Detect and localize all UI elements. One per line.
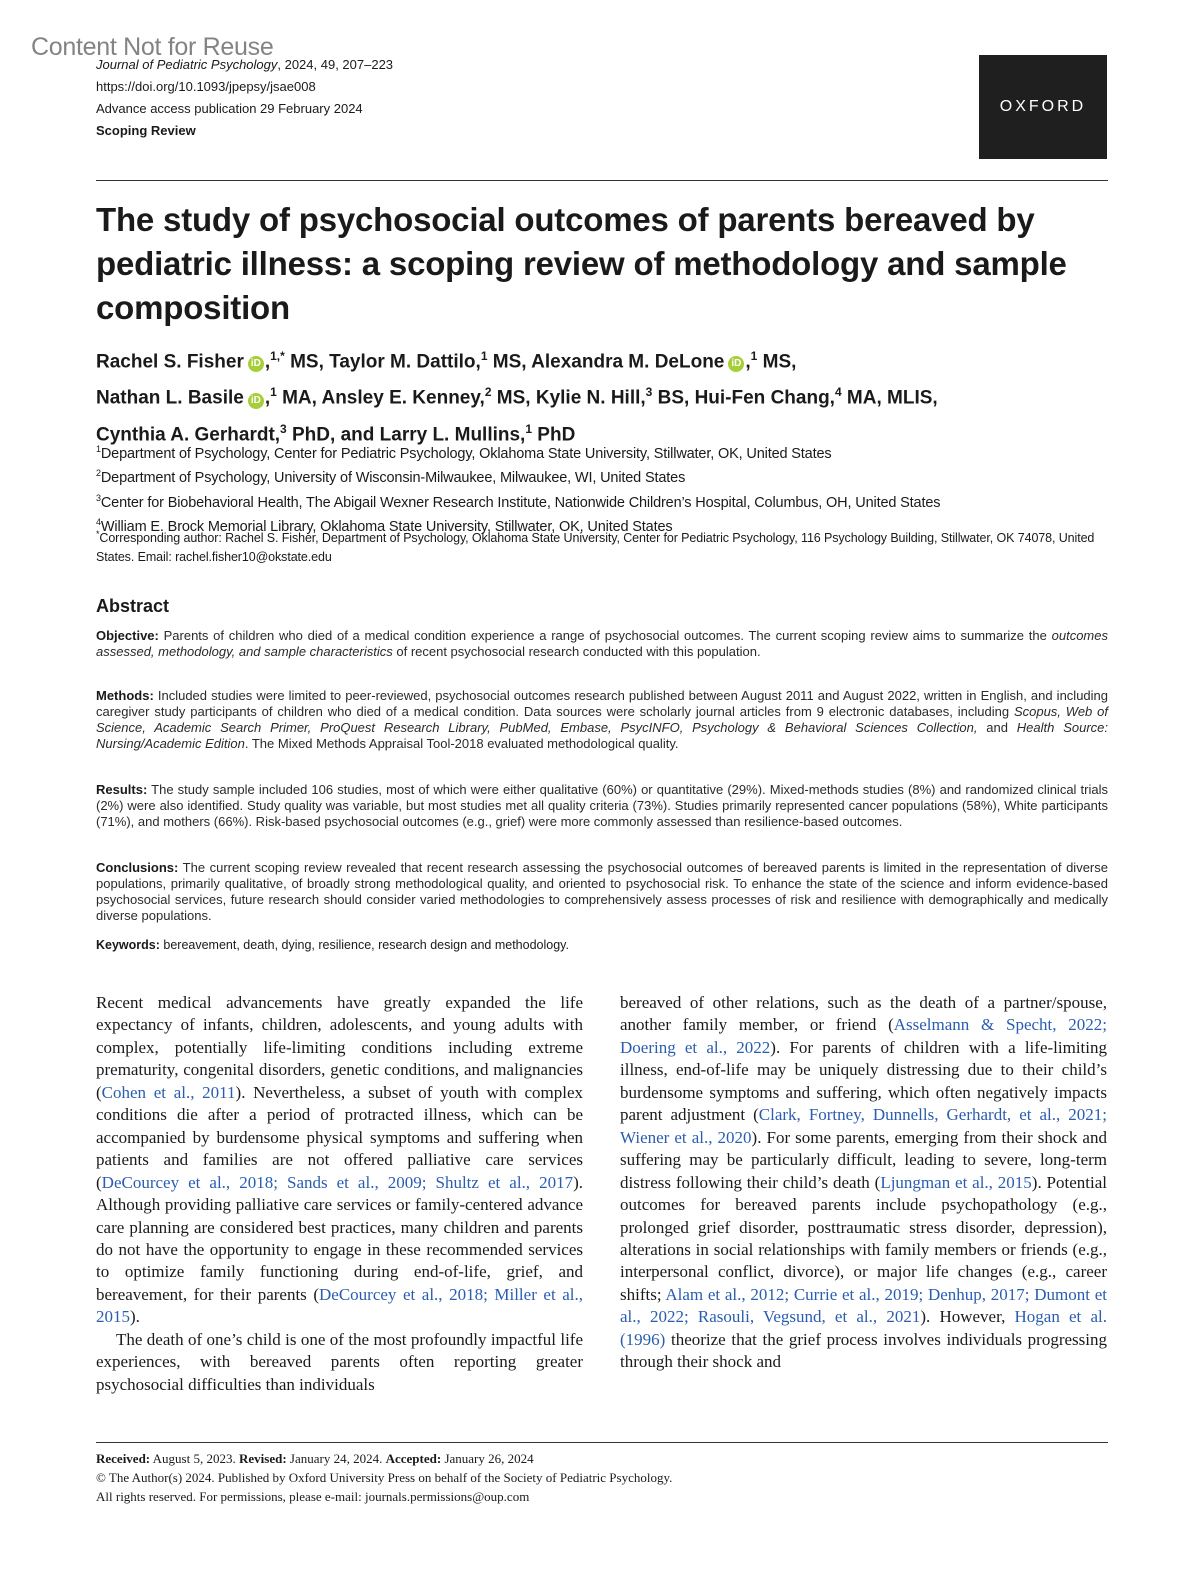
orcid-icon[interactable]: iD	[248, 393, 264, 409]
author-name: Alexandra M. DeLone	[531, 351, 725, 373]
author-name: Cynthia A. Gerhardt,	[96, 423, 281, 445]
citation-link[interactable]: Hogan et al. (1996)	[620, 1307, 1107, 1349]
doi-link[interactable]: https://doi.org/10.1093/jpepsy/jsae008	[96, 79, 316, 94]
affiliations	[96, 440, 1108, 537]
journal-details: , 2024, 49, 207–223	[277, 57, 394, 72]
citation-link[interactable]: Clark, Fortney, Dunnells, Gerhardt, et al., 2021	[758, 1105, 1103, 1125]
citation-link[interactable]: Cohen et al., 2011	[101, 1082, 236, 1102]
footer-divider	[96, 1442, 1108, 1443]
advance-access: Advance access publication 29 February 2024	[96, 101, 363, 116]
citation-link[interactable]: Doering et al., 2022	[620, 1037, 771, 1057]
body-column-left	[96, 992, 583, 1396]
article-dates: Received: August 5, 2023. Revised: January 24, 2024. Accepted: January 26, 2024	[96, 1451, 534, 1466]
rights-notice: All rights reserved. For permissions, please e-mail: journals.permissions@oup.com	[96, 1489, 530, 1504]
orcid-icon[interactable]: iD	[728, 356, 744, 372]
citation-link[interactable]: Sands et al., 2009	[286, 1172, 422, 1192]
author-degree: MS,	[487, 351, 527, 373]
author-name: Nathan L. Basile	[96, 387, 244, 409]
author-degree: PhD, and	[286, 423, 375, 445]
author-degree: MS,	[284, 351, 324, 373]
journal-name: Journal of Pediatric Psychology	[96, 57, 278, 72]
author-sup: 1,*	[270, 349, 285, 363]
body-paragraph: The death of one’s child is one of the most profoundly impactful life experiences, with bereaved parents often reporting greater psychosocial difficulties than individuals	[96, 1329, 583, 1394]
citation-link[interactable]: Asselmann & Specht, 2022	[893, 1015, 1103, 1035]
author-sup: 1	[270, 385, 277, 400]
author-degree: MA, MLIS,	[841, 387, 938, 409]
journal-header	[96, 54, 393, 142]
orcid-icon[interactable]: iD	[248, 356, 264, 372]
body-paragraph: bereaved of other relations, such as the death of a partner/spouse, another family member, or friend (Asselmann & Specht, 2022; Doering et al., 2022). For parents of children with a life-limiting illness, end-of-life may be uniquely distressing due to their child’s burdensome symptoms and suffering, which often negatively impacts parent adjustment (Clark, Fortney, Dunnells, Gerhardt, et al., 2021; Wiener et al., 2020). For some parents, emerging from their shock and suffering may be particularly difficult, leading to severe, long-term distress following their child’s death (Ljungman et al., 2015). Potential outcomes for bereaved parents include psychopathology (e.g., prolonged grief disorder, posttraumatic stress disorder, depression), alterations in social relationships with family members or friends (e.g., interpersonal conflict, divorce), or major life changes (e.g., career shifts; Alam et al., 2012; Currie et al., 2019; Denhup, 2017; Dumont et al., 2022; Rasouli, Vegsund, et al., 2021). However, Hogan et al. (1996) theorize that the grief process involves individuals progressing through their shock and	[620, 993, 1107, 1372]
citation-link[interactable]: Rasouli, Vegsund, et al., 2021	[697, 1307, 921, 1327]
author-degree: MS,	[757, 351, 797, 373]
citation-link[interactable]: Wiener et al., 2020	[620, 1127, 752, 1147]
article-footer	[96, 1449, 672, 1506]
affiliation: $^4$William E. Brock Memorial Library, Oklahoma State University, Stillwater, OK, United States	[96, 516, 673, 535]
affiliation: $^2$Department of Psychology, University of Wisconsin-Milwaukee, Milwaukee, WI, United States	[96, 468, 686, 487]
article-type: Scoping Review	[96, 123, 196, 138]
abstract-methods: Methods: Included studies were limited to peer-reviewed, psychosocial outcomes research published between August 2011 and August 2022, written in English, and including caregiver study participants of children who died of a medical condition. Data sources were scholarly journal articles from 9 electronic databases, including Scopus, Web of Science, Academic Search Primer, ProQuest Research Library, PubMed, Embase, PsycINFO, Psychology & Behavioral Sciences Collection, and Health Source: Nursing/Academic Edition. The Mixed Methods Appraisal Tool-2018 evaluated methodological quality.	[96, 688, 1108, 751]
keywords: Keywords: bereavement, death, dying, resilience, research design and methodology.	[96, 938, 569, 952]
header-divider	[96, 180, 1108, 181]
article-title: The study of psychosocial outcomes of parents bereaved by pediatric illness: a scoping review of methodology and sample composition	[96, 201, 1067, 326]
author-degree: MA,	[276, 387, 317, 409]
author-degree: MS,	[491, 387, 531, 409]
affiliation: $^3$Center for Biobehavioral Health, The Abigail Wexner Research Institute, Nationwide Children’s Hospital, Columbus, OH, United States	[96, 492, 941, 511]
abstract-heading: Abstract	[96, 596, 170, 616]
citation-link[interactable]: Currie et al., 2019	[793, 1284, 919, 1304]
author-degree: BS,	[652, 387, 690, 409]
citation-link[interactable]: Ljungman et al., 2015	[880, 1172, 1032, 1192]
citation-link[interactable]: DeCourcey et al., 2018	[319, 1284, 484, 1304]
author-name: Ansley E. Kenney,	[321, 387, 485, 409]
author-sup: 1	[750, 349, 758, 363]
citation-link[interactable]: Dumont et al., 2022	[620, 1284, 1107, 1327]
abstract-objective: Objective: Parents of children who died of a medical condition experience a range of psychosocial outcomes. The current scoping review aims to summarize the outcomes assessed, methodology, and sample characteristics of recent psychosocial research conducted with this population.	[96, 628, 1108, 659]
affiliation: $^1$Department of Psychology, Center for Pediatric Psychology, Oklahoma State University, Stillwater, OK, United States	[96, 444, 832, 462]
author-name: Rachel S. Fisher	[96, 351, 244, 373]
author-degree: PhD	[532, 423, 576, 445]
author-sup: 3	[280, 421, 287, 436]
citation-link[interactable]: Miller et al., 2015	[96, 1284, 583, 1327]
author-sup: 4	[834, 385, 842, 400]
copyright-notice: © The Author(s) 2024. Published by Oxford University Press on behalf of the Society of Pediatric Psychology.	[96, 1470, 673, 1485]
citation-link[interactable]: DeCourcey et al., 2018	[101, 1172, 274, 1192]
abstract-conclusions: Conclusions: The current scoping review revealed that recent research assessing the psychosocial outcomes of bereaved parents is limited in the representation of diverse populations, primarily qualitative, of broadly strong methodological quality, and oriented to psychosocial risk. To enhance the state of the science and inform evidence-based psychosocial services, future research should consider varied methodologies to comprehensively assess processes of risk and resilience with demographically and medically diverse populations.	[96, 860, 1108, 923]
abstract-results: Results: The study sample included 106 studies, most of which were either qualitative (60%) or quantitative (29%). Mixed-methods studies (8%) and randomized clinical trials (2%) were also identified. Study quality was variable, but most studies met all quality criteria (73%). Studies primarily represented cancer populations (58%), White participants (71%), and mothers (66%). Risk-based psychosocial outcomes (e.g., grief) were more commonly assessed than resilience-based outcomes.	[96, 782, 1108, 829]
author-sup: 3	[645, 385, 653, 400]
publisher-logo-text: OXFORD	[999, 98, 1087, 115]
author-name: Kylie N. Hill,	[535, 387, 646, 409]
citation-link[interactable]: Alam et al., 2012	[665, 1284, 785, 1304]
author-name: Larry L. Mullins,	[379, 423, 526, 445]
watermark: Content Not for Reuse	[31, 33, 274, 61]
author-sup: 1	[525, 421, 533, 436]
author-name: Taylor M. Dattilo,	[329, 351, 481, 373]
body-column-right	[620, 992, 1107, 1374]
author-list: Rachel S. Fisher iD ,$^{1,*}$ MS, Taylor M. Dattilo,$^1$ MS, Alexandra M. DeLone iD ,$^1$ MS, Nathan L. Basile iD ,$^1$ MA, Ansley E. Kenney,$^2$ MS, Kylie N. Hill,$^3$ BS, Hui-Fen Chang,$^4$ MA, MLIS, Cynthia A. Gerhardt,$^3$ PhD, and Larry L. Mullins,$^1$ PhD	[96, 349, 938, 445]
author-sup: 2	[484, 385, 492, 400]
publisher-logo[interactable]	[979, 55, 1107, 159]
citation-link[interactable]: Denhup, 2017	[927, 1284, 1025, 1304]
author-name: Hui-Fen Chang,	[694, 387, 835, 409]
citation-link[interactable]: Shultz et al., 2017	[435, 1172, 574, 1192]
body-paragraph: Recent medical advancements have greatly expanded the life expectancy of infants, children, adolescents, and young adults with complex, potentially life-limiting conditions including extreme prematurity, congenital disorders, genetic conditions, and malignancies (Cohen et al., 2011). Nevertheless, a subset of youth with complex conditions die after a period of protracted illness, which can be accompanied by burdensome physical symptoms and suffering when patients and families are not offered palliative care services (DeCourcey et al., 2018; Sands et al., 2009; Shultz et al., 2017). Although providing palliative care services or family-centered advance care planning are considered best practices, many children and parents do not have the opportunity to engage in these recommended services to optimize family functioning during end-of-life, grief, and bereavement, for their parents (DeCourcey et al., 2018; Miller et al., 2015).	[96, 993, 583, 1327]
author-sup: 1	[480, 349, 488, 363]
corresponding-author: *Corresponding author: Rachel S. Fisher, Department of Psychology, Oklahoma State University, Center for Pediatric Psychology, 116 Psychology Building, Stillwater, OK 74078, United States. Email: rachel.fisher10@okstate.edu	[96, 529, 1095, 565]
